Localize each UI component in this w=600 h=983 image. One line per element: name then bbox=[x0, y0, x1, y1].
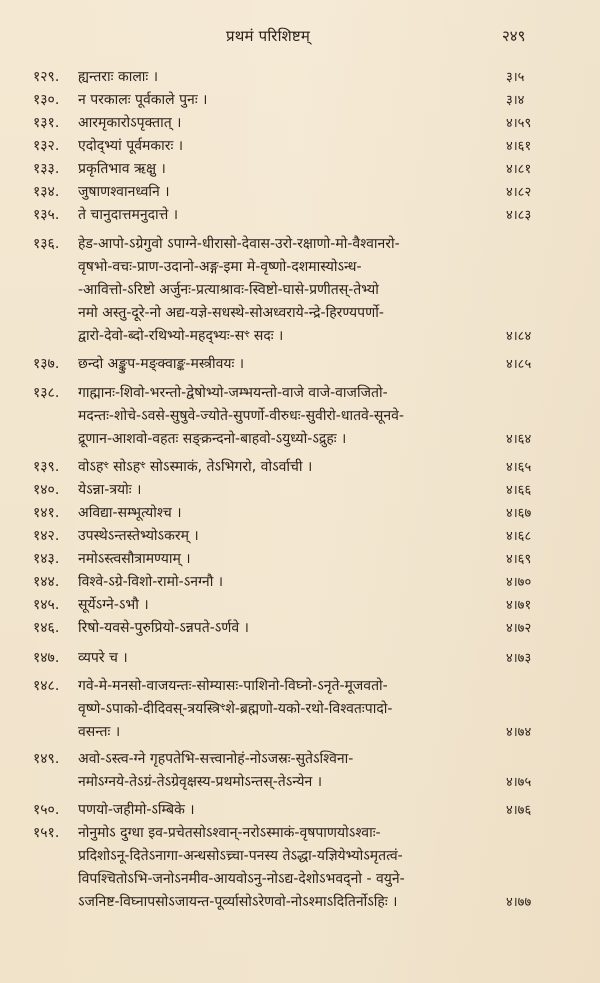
sutra-number: १३६. bbox=[33, 236, 60, 252]
sutra-number: १४४. bbox=[33, 574, 60, 590]
sutra-text bbox=[78, 479, 478, 502]
sutra-text bbox=[78, 748, 478, 794]
sutra-text-line: हेड-आपो-ऽग्रेगुवो ऽपाग्ने-धीरासो-देवास-उरो-रक्षाणो-मो-वैश्वानरो- bbox=[78, 236, 400, 252]
sutra-text-line: -आवित्तो-ऽरिष्टो अर्जुनः-प्रत्याश्रावः-स्विष्टो-घासे-प्रणीतस्-तेभ्यो bbox=[78, 282, 379, 298]
sutra-number: १४०. bbox=[33, 482, 60, 498]
sutra-text-line: छन्दो अङ्कुप-मङ्क्वाङ्क-मस्त्रीवयः । bbox=[78, 356, 245, 372]
sutra-entry bbox=[0, 66, 600, 89]
sutra-number: १४२. bbox=[33, 528, 60, 544]
sutra-number: १३८. bbox=[33, 385, 60, 401]
sutra-entry bbox=[0, 181, 600, 204]
sutra-entry bbox=[0, 382, 600, 451]
sutra-entry bbox=[0, 135, 600, 158]
sutra-reference: ४।६४ bbox=[506, 432, 532, 447]
sutra-text-line: जुषाणश्वानध्वनि । bbox=[78, 184, 170, 200]
sutra-number: १३०. bbox=[33, 92, 60, 108]
sutra-text-line: द्वारो-देवो-ब्दो-रथिभ्यो-महद्भ्यः-सꣳ सदः । bbox=[78, 328, 284, 344]
sutra-number: १३५. bbox=[33, 207, 60, 223]
sutra-entry bbox=[0, 822, 600, 914]
sutra-text bbox=[78, 204, 478, 227]
sutra-text-line: द्रूणान-आशवो-वहतः सङ्क्रन्दनो-बाहवो-ऽयुध्यो-ऽद्रुहः । bbox=[78, 431, 347, 447]
sutra-text-line: वृष्णे-ऽपाको-दीदिवस्-त्रयस्त्रिꣳशे-ब्रह्मणो-यको-रथो-विश्वतःपादो- bbox=[78, 701, 393, 717]
sutra-reference: ४।६९ bbox=[506, 552, 532, 567]
sutra-text bbox=[78, 66, 478, 89]
sutra-number: १४८. bbox=[33, 678, 60, 694]
sutra-entry bbox=[0, 571, 600, 594]
sutra-number: १५०. bbox=[33, 802, 60, 818]
sutra-reference: ४।७६ bbox=[506, 803, 532, 818]
sutra-text-line: मदन्तः-शोचे-ऽवसे-सुषुवे-ज्योते-सुपर्णो-वीरुधः-सुवीरो-धातवे-सूनवे- bbox=[78, 408, 404, 424]
sutra-reference: ४।८२ bbox=[506, 185, 532, 200]
sutra-reference: ४।६७ bbox=[506, 506, 532, 521]
sutra-text-line: प्रकृतिभाव ऋक्षु । bbox=[78, 161, 166, 177]
sutra-text-line: वसन्तः । bbox=[78, 724, 121, 740]
sutra-entry bbox=[0, 594, 600, 617]
sutra-text bbox=[78, 456, 478, 479]
sutra-number: १३२. bbox=[33, 138, 60, 154]
sutra-number: १४५. bbox=[33, 597, 60, 613]
sutra-text bbox=[78, 158, 478, 181]
sutra-entry bbox=[0, 502, 600, 525]
sutra-entry bbox=[0, 748, 600, 794]
sutra-reference: ४।६५ bbox=[506, 460, 532, 475]
sutra-text-line: उपस्थेऽन्तस्तेभ्योऽकरम् । bbox=[78, 528, 199, 544]
sutra-reference: ३।४ bbox=[506, 93, 525, 108]
sutra-text bbox=[78, 525, 478, 548]
sutra-reference: ४।७१ bbox=[506, 598, 532, 613]
sutra-text bbox=[78, 822, 478, 914]
sutra-reference: ४।८४ bbox=[506, 329, 532, 344]
sutra-text-line: ऽजनिष्ट-विघ्नापसोऽजायन्त-पूर्व्यासोऽरेणवो-नोऽश्माऽदितिर्नोऽहिः । bbox=[78, 894, 398, 910]
sutra-reference: ४।७० bbox=[506, 575, 532, 590]
sutra-number: १५१. bbox=[33, 825, 60, 841]
sutra-number: १३३. bbox=[33, 161, 60, 177]
sutra-text-line: नमो अस्तु-दूरे-नो अद्य-यज्ञे-सधस्थे-सोअध्वराये-न्द्रे-हिरण्यपर्णो- bbox=[78, 305, 384, 321]
sutra-text-line: अवो-ऽस्त्व-ग्ने गृहपतेभि-सत्त्वानोहं-नोऽजस्रः-सुतेऽश्विना- bbox=[78, 751, 354, 767]
sutra-entry bbox=[0, 548, 600, 571]
sutra-entry bbox=[0, 525, 600, 548]
sutra-entry bbox=[0, 456, 600, 479]
sutra-entry bbox=[0, 799, 600, 822]
sutra-reference: ४।६८ bbox=[506, 529, 532, 544]
sutra-text bbox=[78, 502, 478, 525]
sutra-number: १४७. bbox=[33, 650, 60, 666]
sutra-number: १२९. bbox=[33, 69, 60, 85]
sutra-number: १३४. bbox=[33, 184, 60, 200]
sutra-text-line: व्यपरे च । bbox=[78, 650, 128, 666]
sutra-reference: ४।८५ bbox=[506, 357, 532, 372]
sutra-number: १४९. bbox=[33, 751, 60, 767]
page-number: २४९ bbox=[502, 27, 526, 45]
sutra-text-line: प्रदिशोऽनू-दितेऽनागा-अन्धसोऽच्र्चा-पनस्य तेऽद्धा-यज्ञियेभ्योऽमृतत्वं- bbox=[78, 848, 403, 864]
sutra-text-line: रिषो-यवसे-पुरुप्रियो-ऽन्नपते-ऽर्णवे । bbox=[78, 620, 249, 636]
sutra-text bbox=[78, 675, 478, 744]
sutra-text-line: न परकालः पूर्वकाले पुनः । bbox=[78, 92, 208, 108]
sutra-text bbox=[78, 617, 478, 640]
sutra-text bbox=[78, 799, 478, 822]
sutra-text bbox=[78, 89, 478, 112]
sutra-reference: ४।६६ bbox=[506, 483, 532, 498]
sutra-number: १४१. bbox=[33, 505, 60, 521]
sutra-text-line: विश्वे-ऽग्रे-विशो-रामो-ऽनग्नौ । bbox=[78, 574, 224, 590]
sutra-text-line: नोनुमोऽ दुग्धा इव-प्रचेतसोऽश्वान्-नरोऽस्माकं-वृषपाणयोऽश्वाः- bbox=[78, 825, 381, 841]
sutra-entry bbox=[0, 479, 600, 502]
sutra-list bbox=[0, 66, 600, 914]
sutra-text-line: गवे-मे-मनसो-वाजयन्तः-सोम्यासः-पाशिनो-विघ्नो-ऽनृते-मूजवतो- bbox=[78, 678, 388, 694]
sutra-text-line: नमोऽस्त्वसौत्रामण्याम् । bbox=[78, 551, 191, 567]
sutra-text-line: ह्यन्तराः कालाः । bbox=[78, 69, 159, 85]
sutra-reference: ४।८३ bbox=[506, 208, 532, 223]
sutra-entry bbox=[0, 233, 600, 348]
sutra-number: १३७. bbox=[33, 356, 60, 372]
sutra-reference: ४।७७ bbox=[506, 895, 532, 910]
sutra-reference: ४।७४ bbox=[506, 725, 532, 740]
sutra-entry bbox=[0, 158, 600, 181]
sutra-text bbox=[78, 353, 478, 376]
sutra-entry bbox=[0, 675, 600, 744]
sutra-text-line: येऽन्ना-त्रयोः । bbox=[78, 482, 142, 498]
sutra-entry bbox=[0, 112, 600, 135]
sutra-number: १४३. bbox=[33, 551, 60, 567]
sutra-text-line: विपश्चितोऽभि-जनोऽनमीव-आयवोऽनु-नोऽद्य-देशोऽभवद्नो - वयुने- bbox=[78, 871, 405, 887]
sutra-reference: ४।७५ bbox=[506, 775, 532, 790]
sutra-entry bbox=[0, 353, 600, 376]
sutra-text-line: ते चानुदात्तमनुदात्ते । bbox=[78, 207, 179, 223]
sutra-number: १३१. bbox=[33, 115, 60, 131]
sutra-entry bbox=[0, 89, 600, 112]
sutra-text-line: सूर्येऽग्ने-ऽभौ । bbox=[78, 597, 149, 613]
sutra-entry bbox=[0, 647, 600, 670]
sutra-text bbox=[78, 647, 478, 670]
sutra-text bbox=[78, 594, 478, 617]
sutra-text bbox=[78, 135, 478, 158]
sutra-number: १३९. bbox=[33, 459, 60, 475]
sutra-text-line: अविद्या-सम्भूत्योश्च । bbox=[78, 505, 182, 521]
page-header bbox=[0, 26, 600, 50]
sutra-text-line: वृषभो-वचः-प्राण-उदानो-अङ्ग-इमा मे-वृष्णो-दशमास्योऽन्ध- bbox=[78, 259, 362, 275]
sutra-text bbox=[78, 112, 478, 135]
sutra-reference: ४।६१ bbox=[506, 139, 532, 154]
sutra-reference: ४।८१ bbox=[506, 162, 532, 177]
sutra-number: १४६. bbox=[33, 620, 60, 636]
sutra-text bbox=[78, 548, 478, 571]
sutra-text bbox=[78, 233, 478, 348]
sutra-text-line: वोऽहꣳ सोऽहꣳ सोऽस्माकं, तेऽभिगरो, वोऽर्वाची । bbox=[78, 459, 313, 475]
sutra-reference: ४।७२ bbox=[506, 621, 532, 636]
sutra-text-line: गाह्मानः-शिवो-भरन्तो-द्वेषोभ्यो-जम्भयन्तो-वाजे वाजे-वाजजितो- bbox=[78, 385, 388, 401]
sutra-entry bbox=[0, 617, 600, 640]
sutra-text-line: पणयो-जहीमो-ऽम्बिके । bbox=[78, 802, 195, 818]
sutra-text-line: एदोद्भ्यां पूर्वमकारः । bbox=[78, 138, 184, 154]
sutra-reference: ४।५९ bbox=[506, 116, 532, 131]
sutra-reference: ४।७३ bbox=[506, 651, 532, 666]
page-title: प्रथमं परिशिष्टम् bbox=[226, 27, 311, 45]
sutra-entry bbox=[0, 204, 600, 227]
sutra-text bbox=[78, 571, 478, 594]
sutra-text bbox=[78, 181, 478, 204]
sutra-text-line: नमोऽग्नये-तेऽग्रं-तेऽग्रेवृक्षस्य-प्रथमोऽन्तस्-तेऽन्येन । bbox=[78, 774, 323, 790]
sutra-text bbox=[78, 382, 478, 451]
sutra-reference: ३।५ bbox=[506, 70, 525, 85]
sutra-text-line: आरमृकारोऽपृक्तात् । bbox=[78, 115, 182, 131]
